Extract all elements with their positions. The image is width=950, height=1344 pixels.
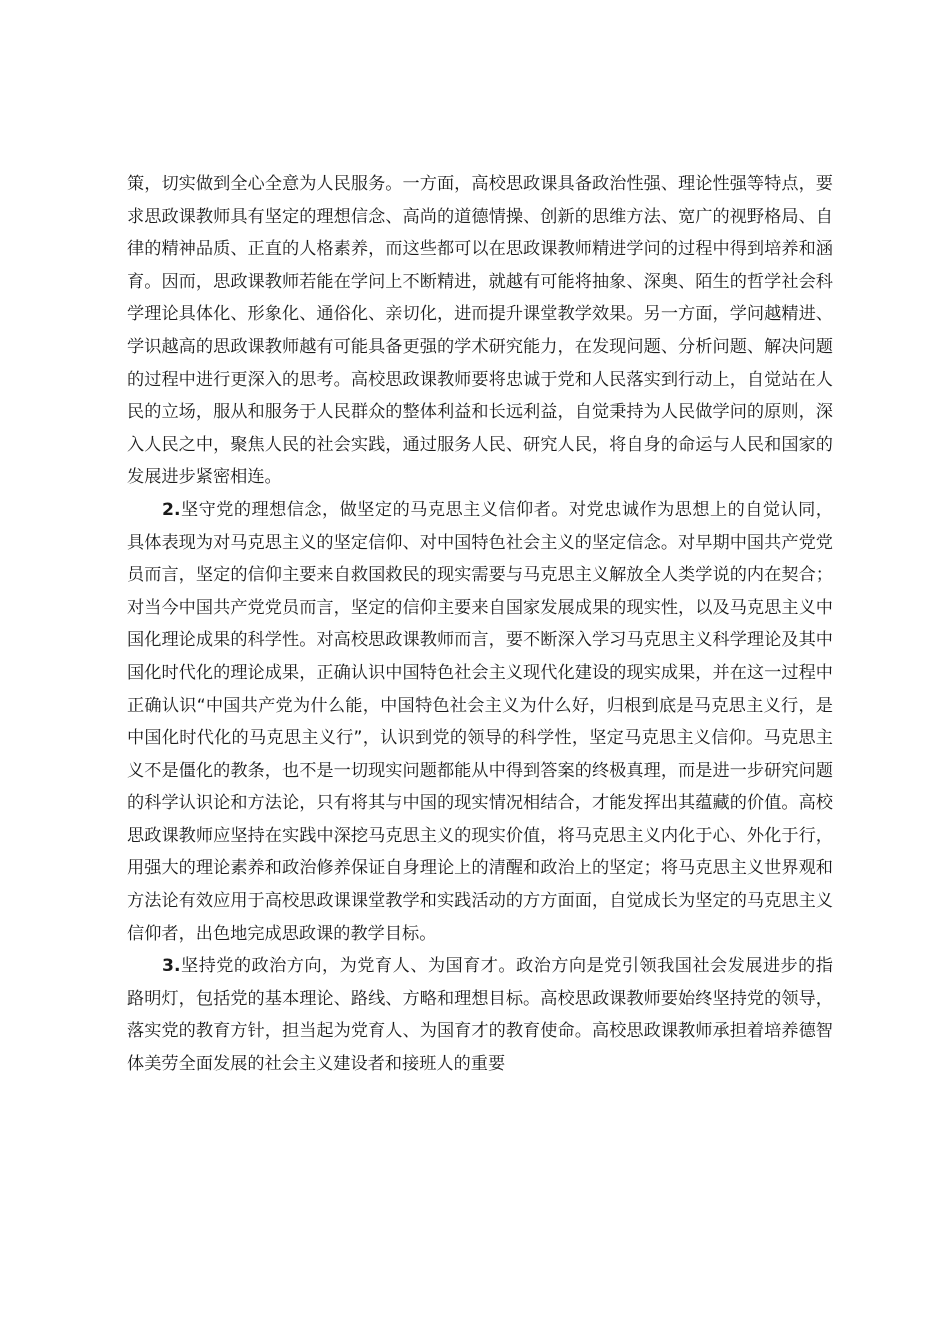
- paragraph-text: 坚持党的政治方向，为党育人、为国育才。政治方向是党引领我国社会发展进步的指路明灯，包括党的基本理论、路线、方略和理想目标。高校思政课教师要始终坚持党的领导，落实党的教育方针，担当起为党育人、为国育才的教育使命。高校思政课教师承担着培养德智体美劳全面发展的社会主义建设者和接班人的重要: [127, 956, 833, 1075]
- paragraph-continuation: [127, 168, 833, 494]
- paragraph-text: 策，切实做到全心全意为人民服务。一方面，高校思政课具备政治性强、理论性强等特点，要求思政课教师具有坚定的理想信念、高尚的道德情操、创新的思维方法、宽广的视野格局、自律的精神品质、正直的人格素养，而这些都可以在思政课教师精进学问的过程中得到培养和涵育。因而，思政课教师若能在学问上不断精进，就越有可能将抽象、深奥、陌生的哲学社会科学理论具体化、形象化、通俗化、亲切化，进而提升课堂教学效果。另一方面，学问越精进、学识越高的思政课教师越有可能具备更强的学术研究能力，在发现问题、分析问题、解决问题的过程中进行更深入的思考。高校思政课教师要将忠诚于党和人民落实到行动上，自觉站在人民的立场，服从和服务于人民群众的整体利益和长远利益，自觉秉持为人民做学问的原则，深入人民之中，聚焦人民的社会实践，通过服务人民、研究人民，将自身的命运与人民和国家的发展进步紧密相连。: [127, 174, 833, 488]
- section-number: 3.: [162, 956, 181, 977]
- paragraph-text: 坚守党的理想信念，做坚定的马克思主义信仰者。对党忠诚作为思想上的自觉认同，具体表现为对马克思主义的坚定信仰、对中国特色社会主义的坚定信念。对早期中国共产党党员而言，坚定的信仰主要来自救国救民的现实需要与马克思主义解放全人类学说的内在契合；对当今中国共产党党员而言，坚定的信仰主要来自国家发展成果的现实性，以及马克思主义中国化理论成果的科学性。对高校思政课教师而言，要不断深入学习马克思主义科学理论及其中国化时代化的理论成果，正确认识中国特色社会主义现代化建设的现实成果，并在这一过程中正确认识“中国共产党为什么能，中国特色社会主义为什么好，归根到底是马克思主义行，是中国化时代化的马克思主义行”，认识到党的领导的科学性，坚定马克思主义信仰。马克思主义不是僵化的教条，也不是一切现实问题都能从中得到答案的终极真理，而是进一步研究问题的科学认识论和方法论，只有将其与中国的现实情况相结合，才能发挥出其蕴藏的价值。高校思政课教师应坚持在实践中深挖马克思主义的现实价值，将马克思主义内化于心、外化于行，用强大的理论素养和政治修养保证自身理论上的清醒和政治上的坚定；将马克思主义世界观和方法论有效应用于高校思政课课堂教学和实践活动的方方面面，自觉成长为坚定的马克思主义信仰者，出色地完成思政课的教学目标。: [127, 499, 833, 944]
- section-number: 2.: [162, 499, 181, 520]
- paragraph-section-3: [127, 950, 833, 1080]
- paragraph-section-2: [127, 494, 833, 950]
- document-body: [127, 168, 833, 1081]
